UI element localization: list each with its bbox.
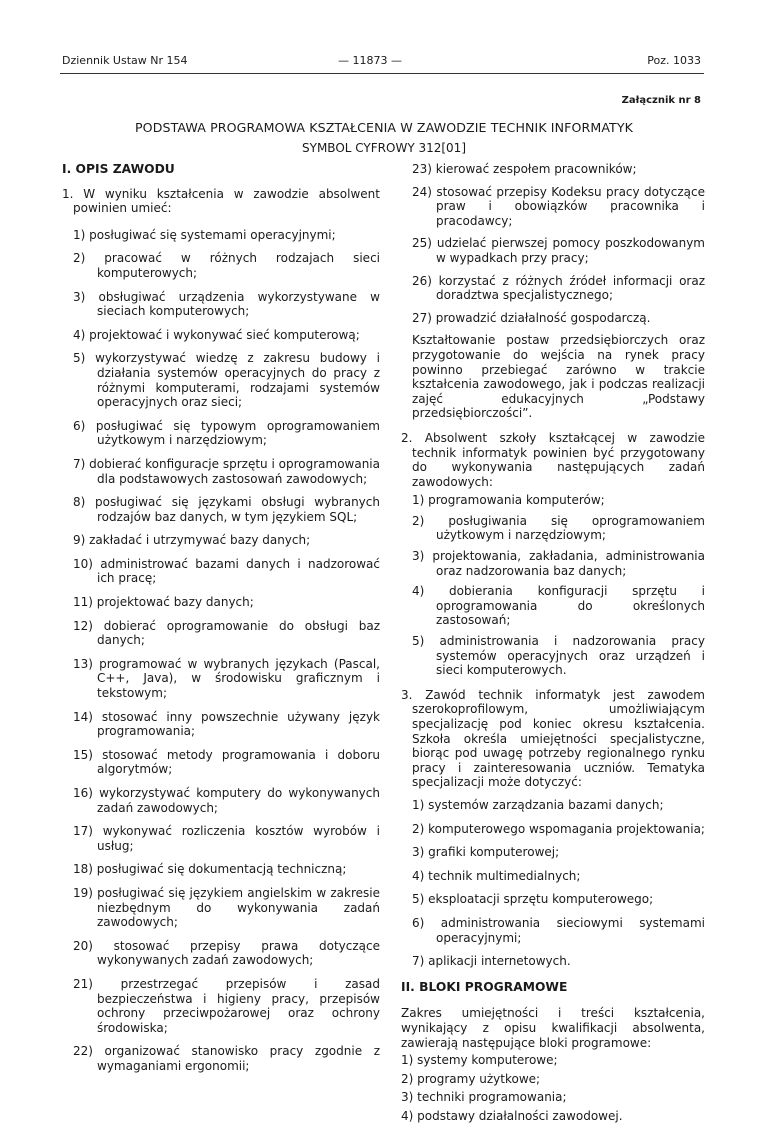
list-item: 1) programowania komputerów; — [412, 493, 605, 508]
list-item: 7) dobierać konfiguracje sprzętu i oprogramowania dla podstawowych zastosowań zawodowych; — [73, 456, 380, 486]
document-title: PODSTAWA PROGRAMOWA KSZTAŁCENIA W ZAWODZIE TECHNIK INFORMATYK — [134, 120, 633, 135]
list-item: 3) projektowania, zakładania, administrowania oraz nadzorowania baz danych; — [412, 549, 705, 578]
list-item: 2) komputerowego wspomagania projektowania; — [412, 821, 705, 836]
list-item: 4) dobierania konfiguracji sprzętu i oprogramowania do określonych zastosowań; — [412, 584, 705, 628]
document-subtitle: SYMBOL CYFROWY 312[01] — [302, 141, 466, 155]
list-item: 17) wykonywać rozliczenia kosztów wyrobów i usług; — [73, 824, 380, 853]
list-item: 27) prowadzić działalność gospodarczą. — [412, 310, 651, 325]
list-item: 25) udzielać pierwszej pomocy poszkodowanym w wypadkach przy pracy; — [412, 236, 705, 265]
list-item: 26) korzystać z różnych źródeł informacji oraz doradztwa specjalistycznego; — [412, 273, 705, 303]
list-item: 4) projektować i wykonywać sieć komputerową; — [73, 327, 360, 342]
list-item: 2) pracować w różnych rodzajach sieci komputerowych; — [73, 251, 380, 280]
list-item: 5) wykorzystywać wiedzę z zakresu budowy i działania systemów operacyjnych do pracy z różnymi komputerami, rodzajami systemów operacyjnych oraz sieci; — [73, 351, 380, 410]
list-item: 11) projektować bazy danych; — [73, 595, 254, 610]
blocks-intro: Zakres umiejętności i treści kształcenia, wynikający z opisu kwalifikacji absolwenta, zawierają następujące bloki programowe: — [401, 1006, 705, 1050]
right-column — [401, 162, 705, 1123]
header-rule — [60, 73, 704, 74]
page-number: — 11873 — — [338, 54, 402, 67]
paragraph-3-intro: 3. Zawód technik informatyk jest zawodem szerokoprofilowym, umożliwiającym specjalizację pod koniec okresu kształcenia. Szkoła określa umiejętności specjalistyczne, biorąc pod uwagę potrzeby regionalnego rynku pracy i zainteresowania uczniów. Tematyka specjalizacji może dotyczyć: — [401, 687, 705, 790]
list-item: 9) zakładać i utrzymywać bazy danych; — [73, 533, 311, 548]
list-item: 2) posługiwania się oprogramowaniem użytkowym i narzędziowym; — [412, 513, 705, 543]
list-item: 8) posługiwać się językami obsługi wybranych rodzajów baz danych, w tym językiem SQL; — [73, 495, 380, 524]
list-item: 24) stosować przepisy Kodeksu pracy dotyczące praw i obowiązków pracownika i pracodawcy; — [412, 184, 705, 228]
list-item: 4) podstawy działalności zawodowej. — [401, 1108, 623, 1123]
section-heading: I. OPIS ZAWODU — [62, 162, 175, 176]
list-item: 6) administrowania sieciowymi systemami operacyjnymi; — [412, 915, 705, 945]
tasks-list — [401, 493, 705, 678]
list-item: 22) organizować stanowisko pracy zgodnie z wymaganiami ergonomii; — [73, 1044, 380, 1073]
list-item: 3) obsługiwać urządzenia wykorzystywane w sieciach komputerowych; — [73, 289, 380, 319]
list-item: 10) administrować bazami danych i nadzorować ich pracę; — [73, 556, 380, 586]
list-item: 1) posługiwać się systemami operacyjnymi; — [73, 227, 336, 242]
list-item: 14) stosować inny powszechnie używany język programowania; — [73, 709, 380, 739]
list-item: 19) posługiwać się językiem angielskim w zakresie niezbędnym do wykonywania zadań zawodowych; — [73, 885, 380, 930]
list-item: 23) kierować zespołem pracowników; — [412, 162, 637, 176]
list-item: 15) stosować metody programowania i doboru algorytmów; — [73, 747, 380, 777]
list-item: 4) technik multimedialnych; — [412, 868, 581, 883]
list-item: 3) grafiki komputerowej; — [412, 845, 560, 860]
section-heading: II. BLOKI PROGRAMOWE — [401, 979, 568, 994]
list-item: 16) wykorzystywać komputery do wykonywanych zadań zawodowych; — [73, 786, 380, 815]
list-item: 3) techniki programowania; — [401, 1090, 567, 1105]
list-item: 5) administrowania i nadzorowania pracy systemów operacyjnych oraz urządzeń i sieci komputerowych. — [412, 634, 705, 678]
left-column — [62, 162, 380, 1074]
blocks-list — [401, 1053, 705, 1123]
skills-list-continued — [401, 162, 705, 325]
list-item: 2) programy użytkowe; — [401, 1071, 541, 1086]
list-item: 12) dobierać oprogramowanie do obsługi baz danych; — [73, 618, 380, 648]
list-item: 13) programować w wybranych językach (Pascal, C++, Java), w środowisku graficznym i tekstowym; — [73, 656, 380, 701]
list-item: 18) posługiwać się dokumentacją techniczną; — [73, 862, 347, 877]
list-item: 20) stosować przepisy prawa dotyczące wykonywanych zadań zawodowych; — [73, 938, 380, 968]
specializations-list — [401, 798, 705, 969]
paragraph-2-intro: 2. Absolwent szkoły kształcącej w zawodzie technik informatyk powinien być przygotowany do wykonywania następujących zadań zawodowych: — [401, 430, 705, 489]
list-item: 6) posługiwać się typowym oprogramowaniem użytkowym i narzędziowym; — [73, 418, 380, 448]
list-item: 1) systemy komputerowe; — [401, 1053, 558, 1068]
skills-list — [62, 228, 380, 1074]
list-item: 7) aplikacji internetowych. — [412, 954, 571, 969]
paragraph-1-intro: 1. W wyniku kształcenia w zawodzie absolwent powinien umieć: — [62, 186, 380, 216]
annex-label: Załącznik nr 8 — [621, 95, 701, 106]
list-item: 21) przestrzegać przepisów i zasad bezpieczeństwa i higieny pracy, przepisów ochrony przeciwpożarowej oraz ochrony środowiska; — [73, 976, 380, 1035]
position-number: Poz. 1033 — [647, 54, 701, 67]
list-item: 1) systemów zarządzania bazami danych; — [412, 797, 664, 812]
list-item: 5) eksploatacji sprzętu komputerowego; — [412, 892, 654, 907]
journal-name: Dziennik Ustaw Nr 154 — [62, 54, 188, 67]
entrepreneurship-note: Kształtowanie postaw przedsiębiorczych oraz przygotowanie do wejścia na rynek pracy powinno przebiegać zarówno w trakcie kształcenia zawodowego, jak i podczas realizacji zajęć edukacyjnych „Podstawy przedsiębiorczości”. — [412, 333, 705, 421]
